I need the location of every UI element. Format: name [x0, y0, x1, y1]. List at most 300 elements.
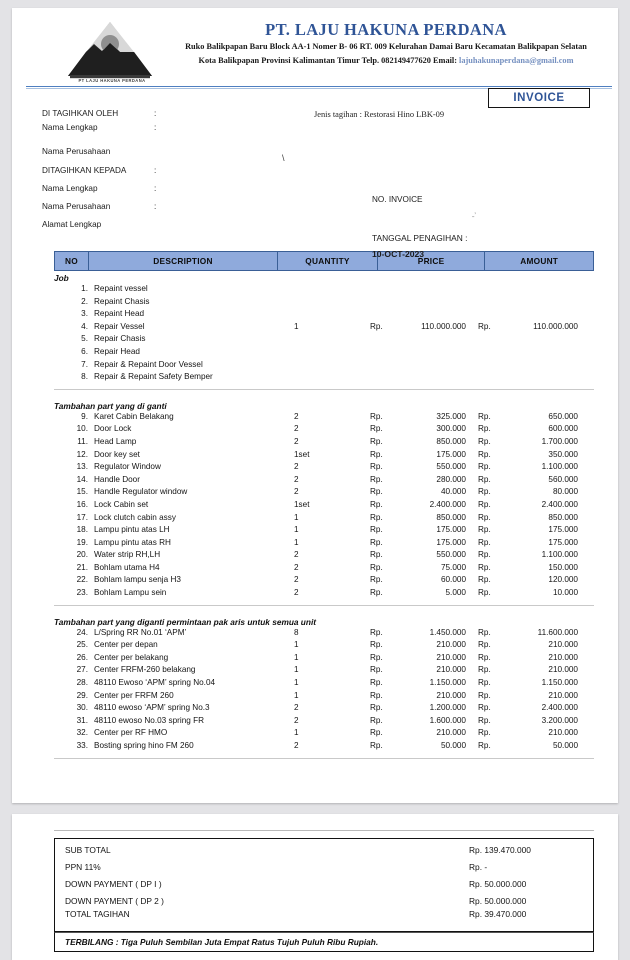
item-amount: 2.400.000 — [541, 703, 578, 713]
field-label: Nama Lengkap — [42, 123, 98, 132]
item-no: 28. — [76, 678, 88, 688]
item-description: Lock Cabin set — [94, 499, 149, 509]
item-amount: 110.000.000 — [533, 321, 578, 331]
item-description: Door key set — [94, 449, 140, 459]
table-row — [54, 538, 594, 551]
item-amount-currency: Rp. — [478, 715, 491, 725]
item-amount: 175.000 — [548, 537, 578, 547]
item-description: Bohlam utama H4 — [94, 562, 160, 572]
item-price: 1.150.000 — [429, 678, 466, 688]
item-no: 2. — [81, 296, 88, 306]
section-divider-rule — [54, 758, 594, 759]
item-amount: 850.000 — [548, 512, 578, 522]
item-price-currency: Rp. — [370, 537, 383, 547]
item-description: Center per depan — [94, 640, 158, 650]
field-colon: : — [154, 123, 157, 132]
item-description: Center per FRFM 260 — [94, 690, 174, 700]
item-amount: 175.000 — [548, 525, 578, 535]
table-row — [54, 372, 594, 385]
item-price-currency: Rp. — [370, 321, 383, 331]
item-no: 24. — [76, 627, 88, 637]
item-description: Center per RF HMO — [94, 728, 168, 738]
item-no: 10. — [76, 424, 88, 434]
item-quantity: 1set — [294, 499, 310, 509]
item-description: Head Lamp — [94, 436, 137, 446]
totals-label: PPN 11% — [65, 862, 101, 872]
item-price: 550.000 — [436, 550, 466, 560]
field-ditagihkan-kepada — [42, 166, 164, 175]
item-price-currency: Rp. — [370, 665, 383, 675]
item-price: 110.000.000 — [421, 321, 466, 331]
table-row — [54, 334, 594, 347]
totals-label: DOWN PAYMENT ( DP I ) — [65, 879, 162, 889]
item-price-currency: Rp. — [370, 640, 383, 650]
billing-block — [42, 109, 602, 259]
item-amount-currency: Rp. — [478, 321, 491, 331]
item-price-currency: Rp. — [370, 690, 383, 700]
company-contact-text: Kota Balikpapan Provinsi Kalimantan Timur Telp. 082149477620 Email: — [198, 55, 460, 65]
item-description: Repaint Head — [94, 309, 145, 319]
item-no: 5. — [81, 334, 88, 344]
item-quantity: 2 — [294, 550, 299, 560]
item-price-currency: Rp. — [370, 562, 383, 572]
item-price-currency: Rp. — [370, 728, 383, 738]
item-price: 175.000 — [436, 525, 466, 535]
item-price-currency: Rp. — [370, 678, 383, 688]
item-quantity: 2 — [294, 588, 299, 598]
item-amount-currency: Rp. — [478, 525, 491, 535]
item-amount: 1.150.000 — [541, 678, 578, 688]
table-row — [54, 309, 594, 322]
item-amount: 120.000 — [548, 575, 578, 585]
table-row — [54, 500, 594, 513]
item-description: Lampu pintu atas LH — [94, 525, 170, 535]
field-colon: : — [154, 184, 157, 193]
item-amount-currency: Rp. — [478, 575, 491, 585]
item-quantity: 2 — [294, 703, 299, 713]
item-description: 48110 ewoso No.03 spring FR — [94, 715, 204, 725]
item-price: 850.000 — [436, 436, 466, 446]
item-description: L/Spring RR No.01 ‘APM’ — [94, 627, 187, 637]
company-address-line-2 — [160, 55, 612, 68]
item-no: 9. — [81, 411, 88, 421]
section-divider-rule — [54, 605, 594, 606]
totals-label: TOTAL TAGIHAN — [65, 908, 130, 919]
logo-caption: PT LAJU HAKUNA PERDANA — [78, 78, 146, 83]
field-nama-lengkap-kepada — [42, 184, 164, 193]
item-description: Regulator Window — [94, 462, 161, 472]
item-quantity: 2 — [294, 424, 299, 434]
item-no: 16. — [76, 499, 88, 509]
item-amount-currency: Rp. — [478, 627, 491, 637]
item-no: 19. — [76, 537, 88, 547]
item-price: 210.000 — [436, 652, 466, 662]
item-price-currency: Rp. — [370, 436, 383, 446]
field-colon — [154, 220, 164, 229]
item-amount: 650.000 — [548, 411, 578, 421]
item-description: Bohlam lampu senja H3 — [94, 575, 181, 585]
item-description: 48110 Ewoso ‘APM’ spring No.04 — [94, 678, 216, 688]
item-description: Bosting spring hino FM 260 — [94, 741, 194, 750]
stray-backslash-mark: \ — [282, 153, 285, 163]
item-amount-currency: Rp. — [478, 487, 491, 497]
letterhead — [12, 8, 618, 83]
table-row — [54, 550, 594, 563]
item-amount: 2.400.000 — [541, 499, 578, 509]
item-quantity: 1 — [294, 652, 299, 662]
totals-row — [65, 896, 583, 909]
item-quantity: 2 — [294, 436, 299, 446]
item-price-currency: Rp. — [370, 525, 383, 535]
item-amount-currency: Rp. — [478, 550, 491, 560]
item-amount: 210.000 — [548, 728, 578, 738]
table-row — [54, 575, 594, 588]
item-amount-currency: Rp. — [478, 436, 491, 446]
column-header-amount: AMOUNT — [520, 256, 559, 266]
item-amount: 10.000 — [552, 588, 578, 598]
item-quantity: 1set — [294, 449, 310, 459]
item-no: 11. — [77, 436, 88, 446]
field-colon: : — [154, 166, 157, 175]
item-amount: 80.000 — [552, 487, 578, 497]
totals-top-rule — [54, 830, 594, 831]
item-no: 23. — [76, 588, 88, 598]
item-no: 32. — [76, 728, 88, 738]
item-section-title: Job — [54, 273, 69, 283]
column-header-quantity: QUANTITY — [278, 252, 378, 270]
item-quantity: 1 — [294, 321, 299, 331]
item-description: Repair & Repaint Safety Bemper — [94, 372, 213, 382]
item-description: Repair Chasis — [94, 334, 146, 344]
item-amount-currency: Rp. — [478, 449, 491, 459]
item-description: Repaint vessel — [94, 284, 148, 293]
item-no: 30. — [76, 703, 88, 713]
item-price: 2.400.000 — [429, 499, 466, 509]
item-no: 7. — [81, 359, 88, 369]
item-price: 1.600.000 — [429, 715, 466, 725]
field-label: DI TAGIHKAN OLEH — [42, 109, 119, 118]
item-amount: 1.700.000 — [541, 436, 578, 446]
table-row — [54, 640, 594, 653]
item-price: 210.000 — [436, 665, 466, 675]
table-row — [54, 513, 594, 526]
item-amount: 50.000 — [552, 741, 578, 750]
table-row — [54, 678, 594, 691]
item-price-currency: Rp. — [370, 627, 383, 637]
item-amount-currency: Rp. — [478, 462, 491, 472]
table-row — [54, 322, 594, 335]
item-price-currency: Rp. — [370, 512, 383, 522]
item-price: 175.000 — [436, 449, 466, 459]
field-colon: : — [154, 202, 157, 211]
field-nama-perusahaan-kepada — [42, 202, 164, 211]
item-no: 33. — [76, 741, 88, 750]
item-no: 8. — [81, 372, 88, 382]
item-no: 27. — [76, 665, 88, 675]
item-quantity: 1 — [294, 512, 299, 522]
item-quantity: 2 — [294, 562, 299, 572]
item-amount: 1.100.000 — [541, 462, 578, 472]
item-quantity: 1 — [294, 678, 299, 688]
item-description: Center per belakang — [94, 652, 169, 662]
item-quantity: 1 — [294, 525, 299, 535]
item-no: 29. — [76, 690, 88, 700]
item-quantity: 2 — [294, 411, 299, 421]
table-row — [54, 716, 594, 729]
item-no: 13. — [76, 462, 88, 472]
tanggal-penagihan-label: TANGGAL PENAGIHAN : — [372, 233, 468, 243]
item-quantity: 2 — [294, 487, 299, 497]
item-amount: 3.200.000 — [541, 715, 578, 725]
item-description: Bohlam Lampu sein — [94, 588, 167, 598]
item-quantity: 1 — [294, 690, 299, 700]
table-row — [54, 437, 594, 450]
item-no: 3. — [81, 309, 88, 319]
item-section-title: Tambahan part yang di ganti — [54, 400, 167, 411]
company-address-line-1: Ruko Balikpapan Baru Block AA-1 Nomer B- 06 RT. 009 Kelurahan Damai Baru Kecamatan Balikpapan Selatan — [185, 42, 587, 51]
item-price-currency: Rp. — [370, 741, 383, 750]
item-no: 18. — [76, 525, 88, 535]
item-description: Center FRFM-260 belakang — [94, 665, 196, 675]
item-no: 17. — [76, 512, 88, 522]
no-invoice-label: NO. INVOICE — [372, 195, 423, 204]
mountain-logo-icon — [64, 18, 156, 80]
item-price-currency: Rp. — [370, 588, 383, 598]
items-table-body — [54, 273, 594, 759]
totals-value: Rp. 50.000.000 — [469, 879, 527, 889]
column-header-no: NO — [55, 252, 89, 270]
item-description: Lock clutch cabin assy — [94, 512, 176, 522]
item-quantity: 1 — [294, 537, 299, 547]
item-description: Repair Vessel — [94, 321, 145, 331]
item-price-currency: Rp. — [370, 449, 383, 459]
item-amount-currency: Rp. — [478, 474, 491, 484]
item-no: 14. — [76, 474, 88, 484]
item-quantity: 2 — [294, 741, 299, 750]
items-table — [54, 251, 594, 759]
item-price-currency: Rp. — [370, 652, 383, 662]
table-row — [54, 487, 594, 500]
totals-value: Rp. 50.000.000 — [469, 896, 527, 906]
item-no: 22. — [76, 575, 88, 585]
item-price-currency: Rp. — [370, 715, 383, 725]
item-price-currency: Rp. — [370, 424, 383, 434]
invoice-page-2 — [12, 814, 618, 960]
item-description: Handle Door — [94, 474, 140, 484]
item-description: Repair Head — [94, 346, 140, 356]
item-no: 20. — [76, 550, 88, 560]
item-amount: 600.000 — [548, 424, 578, 434]
field-label: Nama Perusahaan — [42, 202, 111, 211]
totals-value: Rp. 139.470.000 — [469, 845, 531, 855]
field-label: Nama Lengkap — [42, 184, 98, 193]
column-header-price: PRICE — [378, 252, 486, 270]
totals-row — [65, 845, 583, 862]
item-quantity: 2 — [294, 474, 299, 484]
table-row — [54, 628, 594, 641]
totals-value: Rp. - — [469, 862, 488, 872]
stray-ink-mark: ˗ʼ — [472, 213, 476, 220]
field-label: Nama Perusahaan — [42, 147, 111, 156]
item-description: Repair & Repaint Door Vessel — [94, 359, 203, 369]
item-section-title: Tambahan part yang diganti permintaan pak aris untuk semua unit — [54, 616, 317, 627]
item-amount: 350.000 — [548, 449, 578, 459]
item-price: 75.000 — [440, 562, 466, 572]
item-price-currency: Rp. — [370, 487, 383, 497]
table-row — [54, 284, 594, 297]
terbilang-row: TERBILANG : Tiga Puluh Sembilan Juta Empat Ratus Tujuh Puluh Ribu Rupiah. — [54, 932, 594, 952]
item-price-currency: Rp. — [370, 462, 383, 472]
item-price: 60.000 — [440, 575, 466, 585]
item-quantity: 2 — [294, 575, 299, 585]
field-colon: : — [154, 109, 157, 118]
items-table-header — [54, 251, 594, 271]
field-label: Alamat Lengkap — [42, 220, 102, 229]
item-price-currency: Rp. — [370, 703, 383, 713]
item-price: 1.200.000 — [429, 703, 466, 713]
totals-value: Rp. 39.470.000 — [469, 908, 527, 919]
item-price: 850.000 — [436, 512, 466, 522]
item-quantity: 2 — [294, 715, 299, 725]
item-price-currency: Rp. — [370, 411, 383, 421]
item-price-currency: Rp. — [370, 550, 383, 560]
item-amount-currency: Rp. — [478, 537, 491, 547]
field-label: DITAGIHKAN KEPADA — [42, 166, 127, 175]
company-logo — [64, 14, 160, 83]
item-amount-currency: Rp. — [478, 665, 491, 675]
item-no: 12. — [76, 449, 88, 459]
totals-section — [12, 814, 618, 952]
item-price: 550.000 — [436, 462, 466, 472]
item-price: 1.450.000 — [429, 627, 466, 637]
table-row — [54, 424, 594, 437]
item-price: 175.000 — [436, 537, 466, 547]
table-row — [54, 588, 594, 601]
item-amount-currency: Rp. — [478, 703, 491, 713]
totals-row — [65, 909, 583, 926]
item-amount: 210.000 — [548, 665, 578, 675]
jenis-tagihan-text: Jenis tagihan : Restorasi Hino LBK-09 — [314, 110, 445, 119]
item-price: 210.000 — [436, 728, 466, 738]
totals-box — [54, 838, 594, 932]
table-row — [54, 728, 594, 741]
item-price: 5.000 — [445, 588, 466, 598]
table-row — [54, 412, 594, 425]
totals-row — [65, 862, 583, 879]
field-nama-perusahaan-oleh — [42, 147, 164, 156]
tanggal-penagihan-block — [372, 231, 467, 262]
item-no: 26. — [76, 652, 88, 662]
item-no: 25. — [76, 640, 88, 650]
item-no: 15. — [76, 487, 88, 497]
item-amount-currency: Rp. — [478, 411, 491, 421]
table-row — [54, 475, 594, 488]
totals-label: DOWN PAYMENT ( DP 2 ) — [65, 896, 164, 906]
item-amount: 11.600.000 — [537, 627, 578, 637]
item-amount: 210.000 — [548, 640, 578, 650]
item-price: 210.000 — [436, 640, 466, 650]
item-price: 280.000 — [436, 474, 466, 484]
item-quantity: 8 — [294, 627, 299, 637]
item-amount-currency: Rp. — [478, 588, 491, 598]
field-nama-lengkap-oleh — [42, 123, 164, 132]
item-amount: 150.000 — [548, 562, 578, 572]
item-price-currency: Rp. — [370, 474, 383, 484]
field-alamat-lengkap — [42, 220, 164, 229]
item-amount-currency: Rp. — [478, 499, 491, 509]
table-row — [54, 741, 594, 754]
item-no: 6. — [81, 346, 88, 356]
item-amount-currency: Rp. — [478, 512, 491, 522]
item-description: Door Lock — [94, 424, 132, 434]
item-description: Water strip RH,LH — [94, 550, 161, 560]
item-amount: 210.000 — [548, 690, 578, 700]
item-amount-currency: Rp. — [478, 741, 491, 750]
item-description: 48110 ewoso ‘APM’ spring No.3 — [94, 703, 210, 713]
item-amount-currency: Rp. — [478, 728, 491, 738]
item-amount-currency: Rp. — [478, 678, 491, 688]
tanggal-penagihan-value: 10-OCT-2023 — [372, 248, 425, 259]
field-colon — [154, 147, 164, 156]
field-ditagihkan-oleh — [42, 109, 164, 118]
item-no: 31. — [76, 715, 88, 725]
item-amount: 1.100.000 — [541, 550, 578, 560]
table-row — [54, 347, 594, 360]
column-header-description: DESCRIPTION — [89, 252, 278, 270]
table-row — [54, 691, 594, 704]
item-price-currency: Rp. — [370, 575, 383, 585]
item-description: Handle Regulator window — [94, 487, 188, 497]
table-row — [54, 703, 594, 716]
table-row — [54, 450, 594, 463]
item-description: Karet Cabin Belakang — [94, 411, 174, 421]
item-quantity: 2 — [294, 462, 299, 472]
item-quantity: 1 — [294, 728, 299, 738]
item-no: 21. — [76, 562, 88, 572]
table-row — [54, 665, 594, 678]
item-quantity: 1 — [294, 665, 299, 675]
item-amount-currency: Rp. — [478, 652, 491, 662]
item-amount: 560.000 — [548, 474, 578, 484]
table-row — [54, 525, 594, 538]
item-amount: 210.000 — [548, 652, 578, 662]
item-description: Repaint Chasis — [94, 296, 150, 306]
item-no: 4. — [81, 321, 88, 331]
item-price: 40.000 — [440, 487, 466, 497]
totals-label: SUB TOTAL — [65, 845, 111, 855]
invoice-page-1 — [12, 8, 618, 803]
item-no: 1. — [81, 284, 88, 293]
item-amount-currency: Rp. — [478, 424, 491, 434]
item-amount-currency: Rp. — [478, 640, 491, 650]
item-quantity: 1 — [294, 640, 299, 650]
totals-row — [65, 879, 583, 896]
company-email-link[interactable]: lajuhakunaperdana@gmail.com — [459, 55, 574, 65]
company-name: PT. LAJU HAKUNA PERDANA — [265, 20, 507, 39]
item-amount-currency: Rp. — [478, 690, 491, 700]
item-amount-currency: Rp. — [478, 562, 491, 572]
item-description: Lampu pintu atas RH — [94, 537, 171, 547]
item-price: 325.000 — [436, 411, 466, 421]
table-row — [54, 297, 594, 310]
item-price: 210.000 — [436, 690, 466, 700]
invoice-title-badge: INVOICE — [488, 88, 590, 108]
item-price-currency: Rp. — [370, 499, 383, 509]
table-row — [54, 360, 594, 373]
table-row — [54, 563, 594, 576]
table-row — [54, 653, 594, 666]
section-divider-rule — [54, 389, 594, 390]
